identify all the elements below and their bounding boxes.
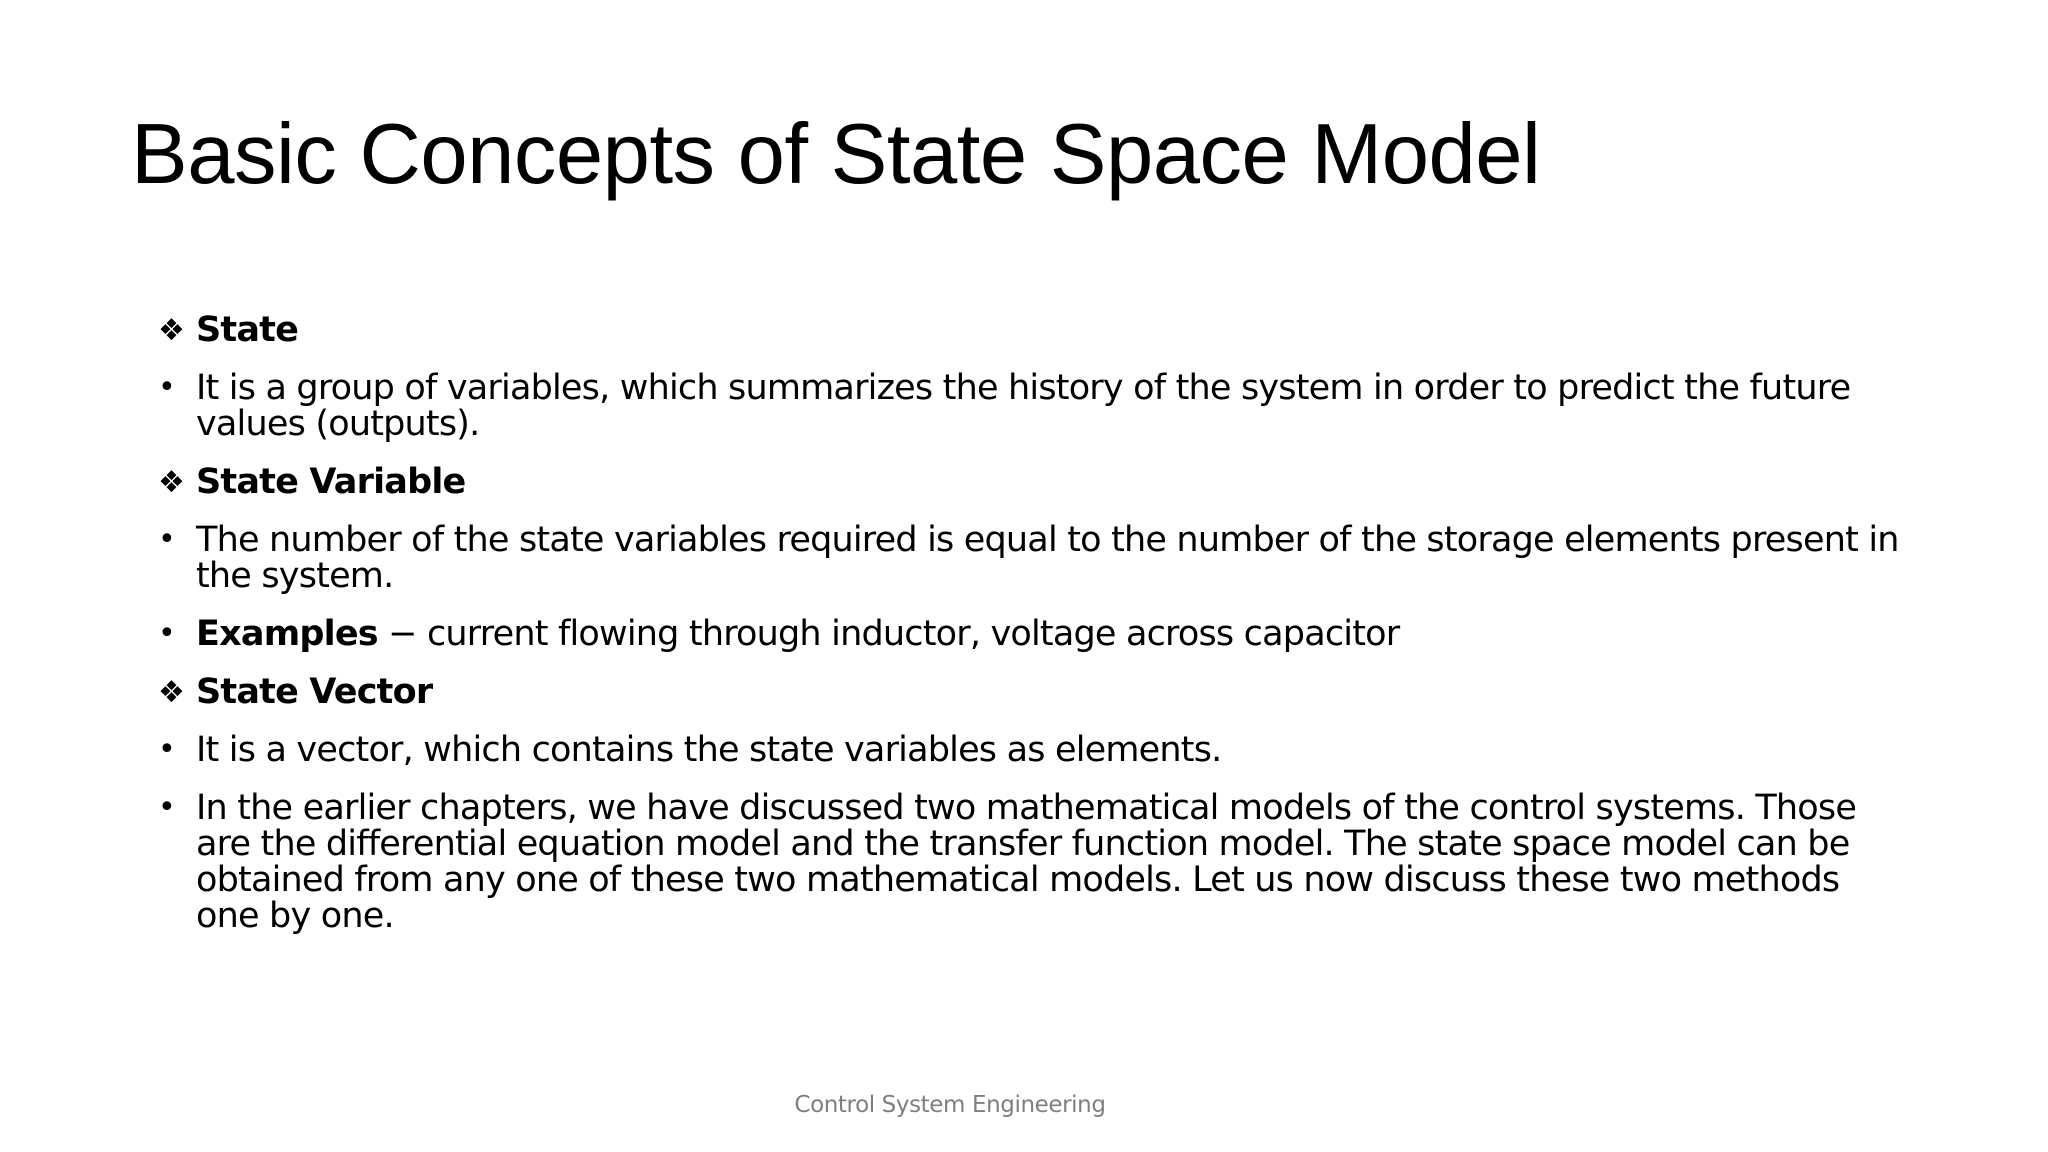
bullet-state-definition: [158, 370, 1908, 442]
bullet-text: − current flowing through inductor, voltage across capacitor: [377, 614, 1400, 654]
bullet-text: It is a group of variables, which summarizes the history of the system in order to predict the future values (outputs).: [196, 368, 1851, 444]
bullet-bold-lead: Examples: [196, 614, 378, 654]
bullet-state-variable-definition: [158, 522, 1908, 594]
bullet-icon: •: [158, 370, 175, 405]
slide-body: [158, 312, 1908, 956]
bullet-icon: •: [158, 616, 175, 651]
bullet-icon: •: [158, 790, 175, 825]
heading-text: State Variable: [196, 462, 466, 502]
slide-footer: Control System Engineering: [794, 1092, 1106, 1118]
slide-title: Basic Concepts of State Space Model: [131, 107, 1541, 202]
heading-text: State: [196, 310, 299, 350]
diamond-bullet-icon: ❖: [158, 465, 185, 500]
diamond-bullet-icon: ❖: [158, 675, 185, 710]
bullet-text: In the earlier chapters, we have discussed two mathematical models of the control systems. Those are the differential equation model and the transfer function model. The state space model can be obtained from any one of these two mathematical models. Let us now discuss these two methods one by one.: [196, 788, 1857, 936]
bullet-earlier-chapters: [158, 790, 1908, 934]
bullet-text: It is a vector, which contains the state variables as elements.: [196, 730, 1222, 770]
heading-state: [158, 312, 1908, 348]
bullet-examples: [158, 616, 1908, 652]
bullet-icon: •: [158, 522, 175, 557]
bullet-text: The number of the state variables required is equal to the number of the storage elements present in the system.: [196, 520, 1899, 596]
heading-text: State Vector: [196, 672, 433, 712]
heading-state-vector: [158, 674, 1908, 710]
bullet-state-vector-definition: [158, 732, 1908, 768]
bullet-icon: •: [158, 732, 175, 767]
heading-state-variable: [158, 464, 1908, 500]
diamond-bullet-icon: ❖: [158, 313, 185, 348]
